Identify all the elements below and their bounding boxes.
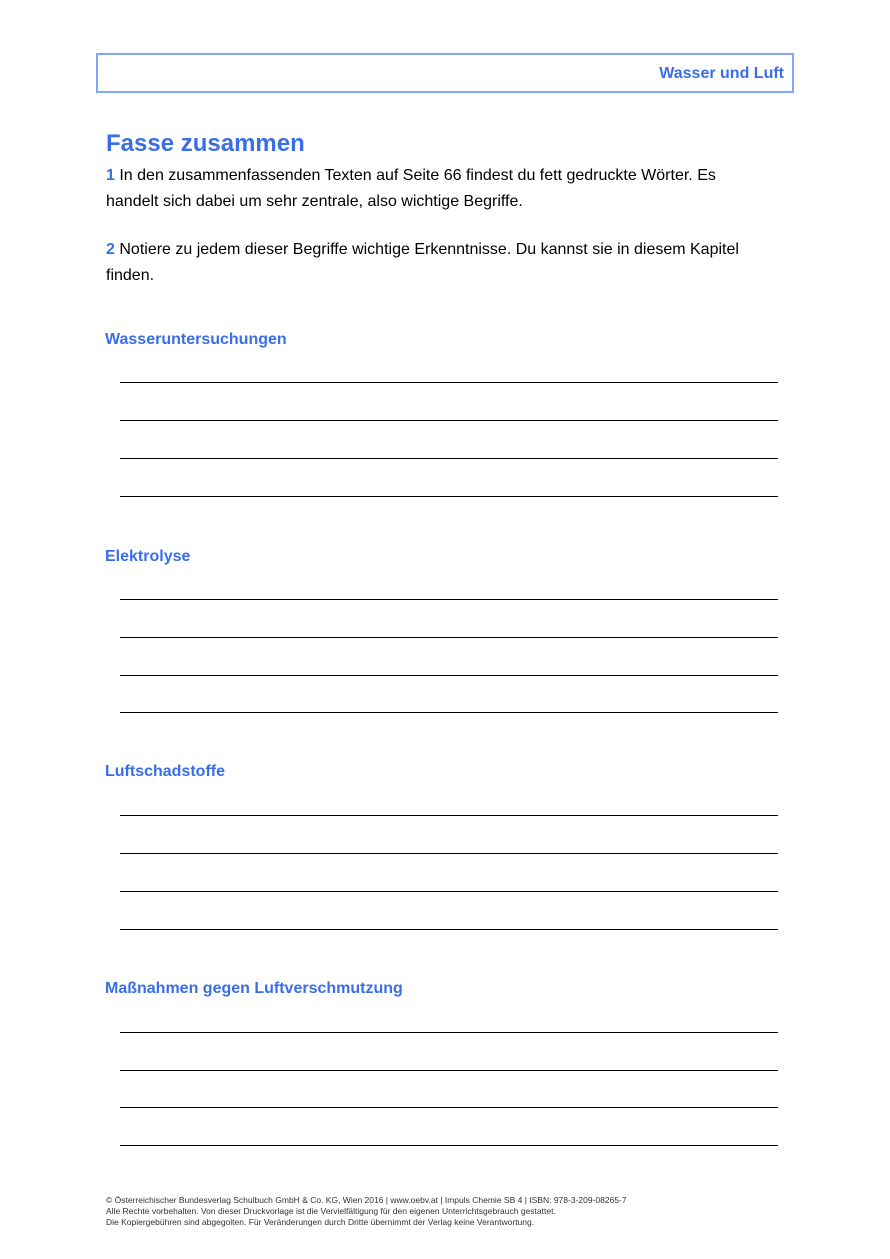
writing-line[interactable] [120, 599, 778, 600]
writing-line[interactable] [120, 815, 778, 816]
footer-rights: Alle Rechte vorbehalten. Von dieser Druckvorlage ist die Vervielfältigung für den eigenen Unterrichtsgebrauch gestattet. [106, 1206, 556, 1216]
writing-line[interactable] [120, 458, 778, 459]
writing-line[interactable] [120, 1070, 778, 1071]
writing-line[interactable] [120, 1107, 778, 1108]
footer-disclaimer: Die Kopiergebühren sind abgegolten. Für Veränderungen durch Dritte übernimmt der Verlag keine Verantwortung. [106, 1217, 535, 1227]
section-luftschadstoffe [105, 762, 785, 782]
writing-line[interactable] [120, 1145, 778, 1146]
writing-line[interactable] [120, 853, 778, 854]
task-2-number: 2 [106, 241, 115, 258]
page-title: Fasse zusammen [106, 130, 305, 157]
footer-copyright: © Österreichischer Bundesverlag Schulbuch GmbH & Co. KG, Wien 2016 | www.oebv.at | Impuls Chemie SB 4 | ISBN: 978-3-209-08265-7 [106, 1195, 627, 1205]
task-1 [106, 163, 766, 215]
writing-line[interactable] [120, 637, 778, 638]
section-heading: Maßnahmen gegen Luftverschmutzung [105, 980, 403, 997]
writing-line[interactable] [120, 382, 778, 383]
writing-line[interactable] [120, 496, 778, 497]
header-title: Wasser und Luft [659, 65, 784, 82]
writing-line[interactable] [120, 675, 778, 676]
section-wasseruntersuchungen [105, 330, 785, 350]
task-2-text: Notiere zu jedem dieser Begriffe wichtige Erkenntnisse. Du kannst sie in diesem Kapitel finden. [106, 241, 739, 284]
section-elektrolyse [105, 547, 785, 567]
section-heading: Wasseruntersuchungen [105, 331, 287, 348]
writing-line[interactable] [120, 420, 778, 421]
task-1-text: In den zusammenfassenden Texten auf Seite 66 findest du fett gedruckte Wörter. Es handelt sich dabei um sehr zentrale, also wichtige Begriffe. [106, 167, 716, 210]
writing-line[interactable] [120, 929, 778, 930]
header-box [96, 53, 794, 93]
task-1-number: 1 [106, 167, 115, 184]
footer [106, 1195, 627, 1228]
task-2 [106, 237, 766, 289]
section-heading: Luftschadstoffe [105, 763, 225, 780]
section-massnahmen [105, 979, 785, 999]
section-heading: Elektrolyse [105, 548, 191, 565]
writing-line[interactable] [120, 712, 778, 713]
writing-line[interactable] [120, 1032, 778, 1033]
writing-line[interactable] [120, 891, 778, 892]
